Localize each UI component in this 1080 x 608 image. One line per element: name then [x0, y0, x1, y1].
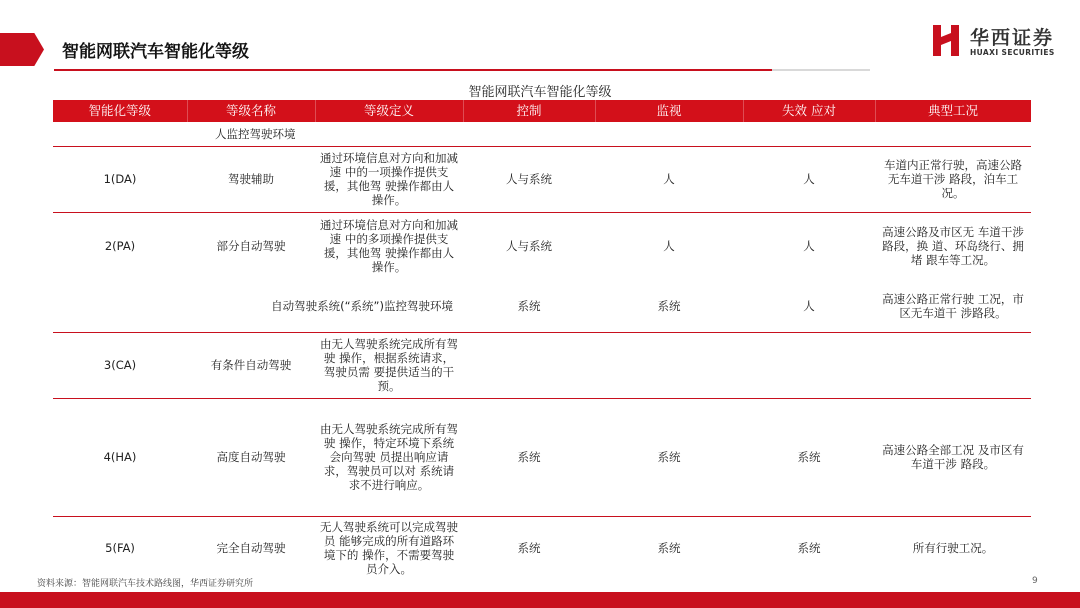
table-row: [53, 332, 1031, 398]
name-cell: 高度自动驾驶: [187, 398, 315, 516]
control-cell: 系统: [463, 280, 595, 332]
source-note: 资料来源：智能网联汽车技术路线图，华西证券研究所: [37, 579, 254, 589]
col-header-monitor: 监视: [595, 100, 743, 122]
monitor-cell: [595, 332, 743, 398]
name-cell: 驾驶辅助: [187, 146, 315, 212]
name-cell: 完全自动驾驶: [216, 541, 286, 556]
monitor-cell: 人: [595, 146, 743, 212]
monitor-cell: 系统: [595, 280, 743, 332]
table-row: [53, 516, 1031, 580]
fallback-cell: 人: [743, 146, 875, 212]
header-divider: [54, 69, 870, 71]
control-cell: 人与系统: [506, 239, 552, 254]
footer-bar: [0, 592, 1080, 608]
page-number: 9: [1032, 576, 1038, 586]
col-header-fallback: 失效 应对: [743, 100, 875, 122]
scenario-cell: [875, 332, 1031, 398]
table-row: [53, 398, 1031, 516]
section-label-system: 自动驾驶系统(“系统”)监控驾驶环境: [53, 280, 463, 332]
levels-table: [53, 100, 1032, 580]
definition-cell: 由无人驾驶系统完成所有驾驶 操作，根据系统请求，驾驶员需 要提供适当的干预。: [315, 332, 463, 398]
name-cell: 有条件自动驾驶: [187, 332, 315, 398]
fallback-cell: 系统: [743, 398, 875, 516]
level-cell: 2(PA): [104, 239, 136, 254]
name-cell: 部分自动驾驶: [216, 239, 286, 254]
fallback-cell: 系统: [797, 541, 821, 556]
scenario-cell: 所有行驶工况。: [912, 541, 994, 556]
col-header-name: 等级名称: [187, 100, 315, 122]
monitor-cell: 系统: [657, 541, 681, 556]
section-row-human: [53, 122, 1031, 146]
table-row: [53, 212, 1031, 280]
scenario-cell: 高速公路正常行驶 工况，市区无车道干 涉路段。: [875, 280, 1031, 332]
control-cell: 系统: [463, 398, 595, 516]
control-cell: 系统: [517, 541, 541, 556]
scenario-cell: 高速公路全部工况 及市区有车道干涉 路段。: [875, 398, 1031, 516]
scenario-cell: 车道内正常行驶，高速公路无车道干涉 路段，泊车工况。: [875, 146, 1031, 212]
fallback-cell: [743, 332, 875, 398]
monitor-cell: 人: [663, 239, 675, 254]
huaxi-logo-icon: [932, 24, 960, 57]
logo-text-en: HUAXI SECURITIES: [970, 48, 1055, 57]
fallback-cell: 人: [803, 239, 815, 254]
page-title: 智能网联汽车智能化等级: [62, 42, 249, 62]
col-header-level: 智能化等级: [53, 100, 187, 122]
logo-text-cn: 华西证券: [970, 27, 1055, 49]
level-cell: 5(FA): [105, 541, 135, 556]
monitor-cell: 系统: [595, 398, 743, 516]
level-cell: 3(CA): [53, 332, 187, 398]
definition-cell: 由无人驾驶系统完成所有驾驶 操作，特定环境下系统会向驾驶 员提出响应请求，驾驶员可以对 系统请求不进行响应。: [315, 398, 463, 516]
table-row: [53, 146, 1031, 212]
section-label-human: 人监控驾驶环境: [53, 122, 1031, 146]
level-cell: 1(DA): [53, 146, 187, 212]
col-header-control: 控制: [463, 100, 595, 122]
definition-cell: 通过环境信息对方向和加减速 中的多项操作提供支援，其他驾 驶操作都由人操作。: [320, 218, 458, 275]
table-header-row: [53, 100, 1031, 122]
section-row-system: [53, 280, 1031, 332]
fallback-cell: 人: [743, 280, 875, 332]
col-header-definition: 等级定义: [315, 100, 463, 122]
definition-cell: 通过环境信息对方向和加减速 中的一项操作提供支援，其他驾 驶操作都由人操作。: [315, 146, 463, 212]
definition-cell: 无人驾驶系统可以完成驾驶员 能够完成的所有道路环境下的 操作，不需要驾驶员介入。: [320, 520, 458, 577]
table-caption: 智能网联汽车智能化等级: [468, 85, 612, 100]
col-header-scenario: 典型工况: [875, 100, 1031, 122]
huaxi-logo: [932, 22, 1062, 62]
control-cell: 人与系统: [463, 146, 595, 212]
level-cell: 4(HA): [53, 398, 187, 516]
scenario-cell: 高速公路及市区无 车道干涉路段，换 道、环岛绕行、拥堵 跟车等工况。: [882, 225, 1024, 268]
control-cell: [463, 332, 595, 398]
header-accent-flag: [0, 33, 44, 66]
